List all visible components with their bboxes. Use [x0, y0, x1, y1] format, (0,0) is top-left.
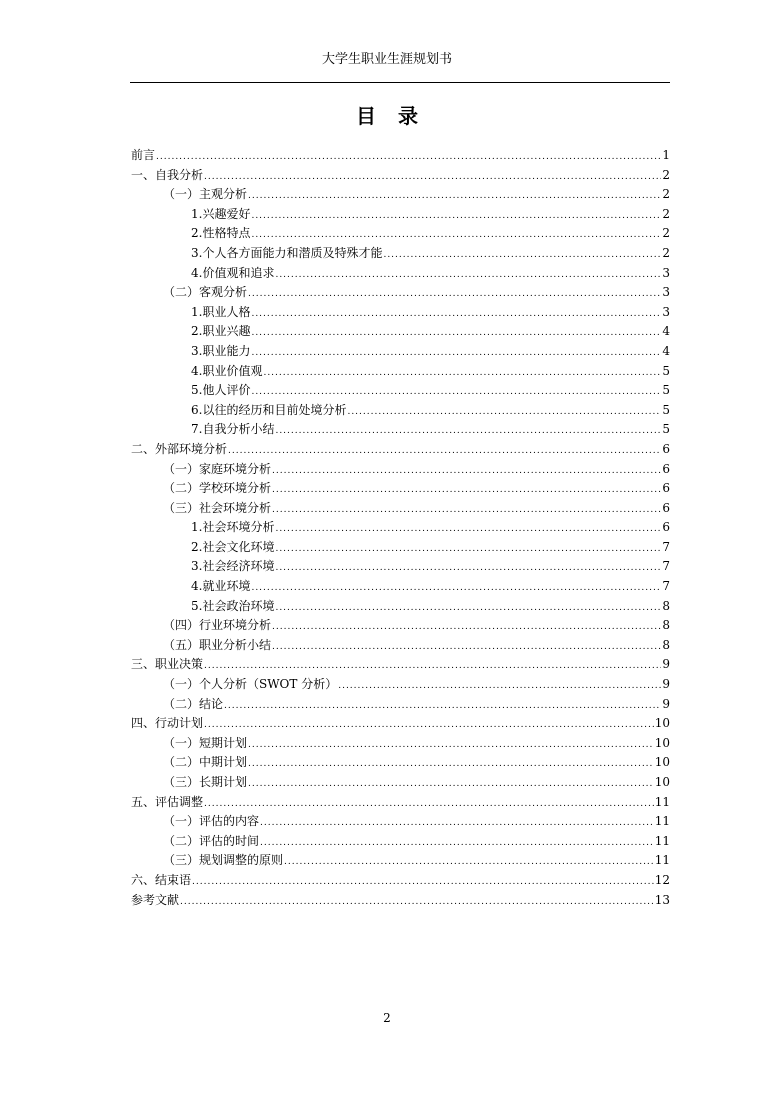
toc-entry-label: 2.性格特点 [191, 226, 251, 241]
toc-entry-label: （三）规划调整的原则 [163, 853, 284, 868]
toc-entry[interactable] [131, 381, 670, 401]
toc-dot-leader [192, 873, 654, 893]
toc-entry-page: 5 [662, 402, 670, 417]
toc-entry[interactable] [131, 440, 670, 460]
toc-entry[interactable] [131, 597, 670, 617]
toc-entry-page: 2 [662, 226, 670, 241]
toc-dot-leader [272, 481, 661, 501]
toc-dot-leader [347, 403, 661, 423]
toc-entry[interactable] [131, 851, 670, 871]
toc-dot-leader [275, 520, 661, 540]
toc-dot-leader [263, 364, 661, 384]
toc-entry-label: 4.价值观和追求 [191, 265, 275, 280]
toc-dot-leader [383, 246, 661, 266]
toc-entry[interactable] [131, 322, 670, 342]
toc-entry-label: （二）学校环境分析 [163, 481, 272, 496]
page-number: 2 [383, 1011, 391, 1025]
toc-entry-page: 7 [662, 579, 670, 594]
toc-entry-label: （二）结论 [163, 696, 224, 711]
toc-entry[interactable] [131, 499, 670, 519]
toc-entry-label: （二）评估的时间 [163, 833, 260, 848]
toc-dot-leader [251, 305, 661, 325]
toc-entry-label: 六、结束语 [131, 872, 192, 887]
toc-entry-label: （二）中期计划 [163, 755, 248, 770]
toc-entry-page: 8 [662, 618, 670, 633]
header-rule [130, 82, 670, 83]
toc-dot-leader [251, 207, 661, 227]
toc-dot-leader [248, 775, 654, 795]
toc-entry-page: 7 [662, 539, 670, 554]
toc-entry-page: 6 [662, 481, 670, 496]
toc-entry-page: 5 [662, 363, 670, 378]
toc-entry[interactable] [131, 518, 670, 538]
toc-entry[interactable] [131, 773, 670, 793]
toc-entry[interactable] [131, 283, 670, 303]
toc-entry-page: 3 [662, 304, 670, 319]
toc-entry[interactable] [131, 636, 670, 656]
toc-entry-page: 11 [654, 794, 670, 809]
toc-entry[interactable] [131, 871, 670, 891]
toc-dot-leader [248, 755, 654, 775]
toc-dot-leader [251, 324, 661, 344]
toc-entry-label: 二、外部环境分析 [131, 441, 228, 456]
toc-entry-label: 三、职业决策 [131, 657, 204, 672]
toc-dot-leader [275, 540, 661, 560]
toc-entry[interactable] [131, 224, 670, 244]
toc-entry-page: 7 [662, 559, 670, 574]
toc-entry-page: 11 [654, 853, 670, 868]
toc-dot-leader [248, 736, 654, 756]
toc-entry-page: 13 [654, 892, 670, 907]
toc-entry-label: （五）职业分析小结 [163, 637, 272, 652]
toc-entry-label: 3.个人各方面能力和潜质及特殊才能 [191, 245, 383, 260]
toc-entry-page: 6 [662, 500, 670, 515]
toc-entry[interactable] [131, 557, 670, 577]
toc-entry[interactable] [131, 538, 670, 558]
toc-heading: 目录 [356, 104, 440, 128]
toc-dot-leader [156, 148, 661, 168]
toc-dot-leader [272, 462, 661, 482]
toc-entry-label: （三）社会环境分析 [163, 500, 272, 515]
toc-entry-page: 9 [662, 696, 670, 711]
toc-entry-label: （一）个人分析（SWOT 分析） [163, 677, 338, 692]
toc-entry-label: 2.社会文化环境 [191, 539, 275, 554]
toc-entry-label: 五、评估调整 [131, 794, 204, 809]
toc-entry-page: 10 [654, 735, 670, 750]
toc-dot-leader [275, 422, 661, 442]
toc-entry-page: 11 [654, 833, 670, 848]
toc-entry-label: （二）客观分析 [163, 285, 248, 300]
toc-entry[interactable] [131, 616, 670, 636]
toc-entry-page: 4 [662, 324, 670, 339]
toc-entry[interactable] [131, 420, 670, 440]
toc-entry[interactable] [131, 832, 670, 852]
toc-dot-leader [260, 814, 654, 834]
toc-entry-page: 11 [654, 814, 670, 829]
toc-entry-label: 1.社会环境分析 [191, 520, 275, 535]
toc-entry[interactable] [131, 675, 670, 695]
toc-entry-page: 2 [662, 187, 670, 202]
toc-entry[interactable] [131, 146, 670, 166]
toc-entry-label: 1.兴趣爱好 [191, 206, 251, 221]
toc-dot-leader [180, 893, 654, 913]
toc-entry[interactable] [131, 714, 670, 734]
toc-entry-page: 8 [662, 637, 670, 652]
toc-entry[interactable] [131, 695, 670, 715]
toc-entry[interactable] [131, 577, 670, 597]
toc-entry-label: （一）评估的内容 [163, 814, 260, 829]
toc-dot-leader [272, 501, 661, 521]
toc-entry-page: 2 [662, 206, 670, 221]
toc-dot-leader [275, 266, 661, 286]
toc-entry-label: （四）行业环境分析 [163, 618, 272, 633]
toc-entry[interactable] [131, 655, 670, 675]
toc-entry-page: 6 [662, 520, 670, 535]
toc-entry-label: 前言 [131, 148, 156, 162]
toc-entry-label: 6.以往的经历和目前处境分析 [191, 402, 347, 417]
toc-entry-label: （一）主观分析 [163, 187, 248, 202]
toc-entry[interactable] [131, 303, 670, 323]
toc-entry-page: 5 [662, 383, 670, 398]
toc-entry-page: 5 [662, 422, 670, 437]
toc-entry[interactable] [131, 401, 670, 421]
toc-dot-leader [224, 697, 661, 717]
toc-entry[interactable] [131, 264, 670, 284]
toc-entry-page: 2 [662, 167, 670, 182]
toc-entry-label: 4.就业环境 [191, 579, 251, 594]
toc-entry[interactable] [131, 244, 670, 264]
toc-entry-label: 2.职业兴趣 [191, 324, 251, 339]
toc-entry[interactable] [131, 793, 670, 813]
toc-entry-label: 7.自我分析小结 [191, 422, 275, 437]
toc-entry-label: 1.职业人格 [191, 304, 251, 319]
toc-entry[interactable] [131, 460, 670, 480]
toc-dot-leader [251, 579, 661, 599]
toc-dot-leader [248, 187, 661, 207]
table-of-contents [131, 146, 670, 910]
toc-dot-leader [272, 618, 661, 638]
toc-entry[interactable] [131, 891, 670, 911]
toc-entry-page: 10 [654, 775, 670, 789]
toc-entry-page: 8 [662, 598, 670, 613]
toc-dot-leader [260, 834, 654, 854]
toc-entry-page: 10 [654, 716, 670, 731]
toc-entry[interactable] [131, 753, 670, 773]
toc-entry[interactable] [131, 812, 670, 832]
toc-entry[interactable] [131, 479, 670, 499]
toc-dot-leader [275, 559, 661, 579]
toc-entry-page: 10 [654, 755, 670, 770]
toc-entry-label: 4.职业价值观 [191, 363, 263, 378]
toc-dot-leader [251, 344, 661, 364]
toc-entry-label: 5.他人评价 [191, 383, 251, 398]
toc-dot-leader [204, 795, 654, 815]
toc-dot-leader [284, 853, 654, 873]
toc-entry[interactable] [131, 342, 670, 362]
toc-entry-label: 一、自我分析 [131, 167, 204, 182]
toc-entry-page: 6 [662, 441, 670, 456]
toc-entry-page: 2 [662, 245, 670, 260]
toc-entry-label: 3.社会经济环境 [191, 559, 275, 574]
toc-dot-leader [204, 716, 654, 736]
toc-dot-leader [338, 677, 661, 697]
toc-dot-leader [272, 638, 661, 658]
toc-entry-page: 9 [662, 677, 670, 692]
toc-entry-page: 4 [662, 343, 670, 358]
toc-entry-label: （三）长期计划 [163, 775, 248, 789]
toc-entry-page: 3 [662, 285, 670, 300]
toc-entry-label: （一）家庭环境分析 [163, 461, 272, 476]
toc-entry-label: 3.职业能力 [191, 343, 251, 358]
toc-dot-leader [248, 285, 661, 305]
toc-entry-page: 12 [654, 872, 670, 887]
toc-entry[interactable] [131, 166, 670, 186]
toc-entry-label: 参考文献 [131, 892, 180, 907]
toc-entry-label: （一）短期计划 [163, 735, 248, 750]
toc-entry[interactable] [131, 185, 670, 205]
toc-entry[interactable] [131, 734, 670, 754]
toc-dot-leader [204, 168, 661, 188]
toc-entry-page: 9 [662, 657, 670, 672]
toc-entry-page: 6 [662, 461, 670, 476]
toc-entry-label: 四、行动计划 [131, 716, 204, 731]
toc-entry-page: 1 [662, 148, 670, 162]
toc-dot-leader [228, 442, 661, 462]
toc-entry[interactable] [131, 362, 670, 382]
toc-entry-label: 5.社会政治环境 [191, 598, 275, 613]
running-header-title: 大学生职业生涯规划书 [321, 52, 452, 67]
toc-dot-leader [275, 599, 661, 619]
toc-entry[interactable] [131, 205, 670, 225]
toc-entry-page: 3 [662, 265, 670, 280]
